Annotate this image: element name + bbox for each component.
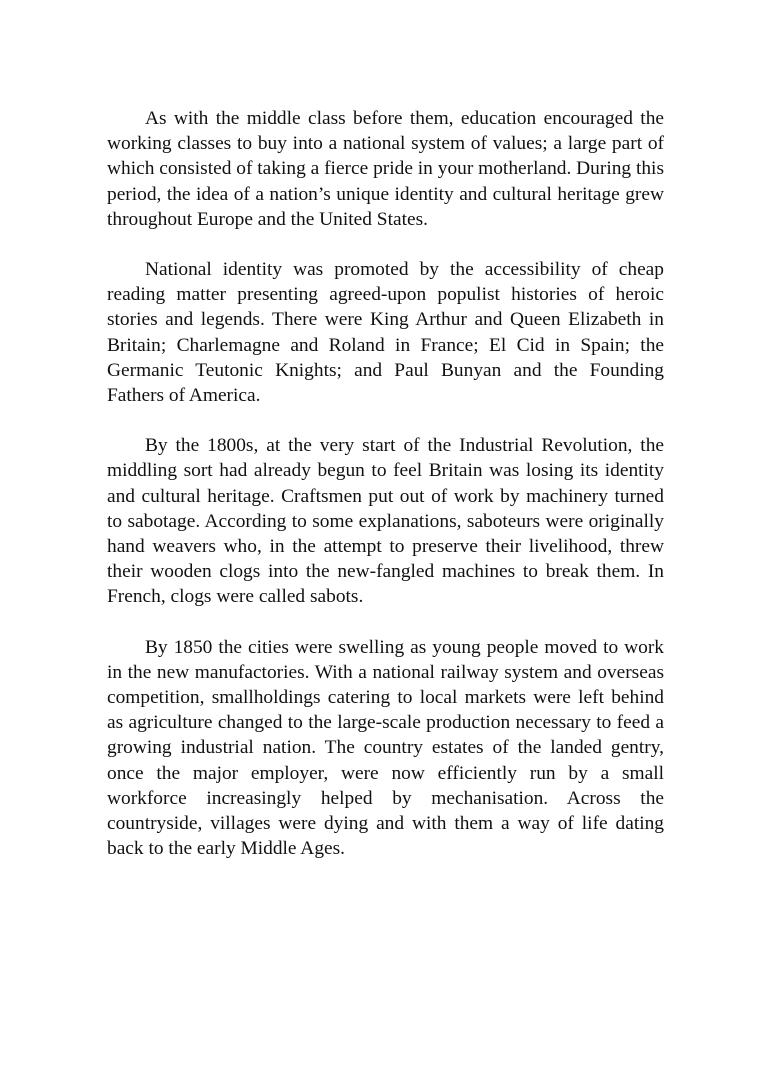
document-page [107,106,664,886]
paragraph-industrial-revolution: By the 1800s, at the very start of the Industrial Revolution, the middling sort had already begun to feel Britain was losing its identity and cultural heritage. Craftsmen put out of work by machinery turned to sabotage. According to some explanations, saboteurs were originally hand weavers who, in the attempt to preserve their livelihood, threw their wooden clogs into the new-fangled machines to break them. In French, clogs were called sabots. [107,435,664,608]
paragraph-education-values: As with the middle class before them, education encouraged the working classes to buy into a national system of values; a large part of which consisted of taking a fierce pride in your motherland. During this period, the idea of a nation’s unique identity and cultural heritage grew throughout Europe and the United States. [107,108,664,230]
paragraph-cities-1850: By 1850 the cities were swelling as young people moved to work in the new manufactories. With a national railway system and overseas competition, smallholdings catering to local markets were left behind as agriculture changed to the large-scale production necessary to feed a growing industrial nation. The country estates of the landed gentry, once the major employer, were now efficiently run by a small workforce increasingly helped by mechanisation. Across the countryside, villages were dying and with them a way of life dating back to the early Middle Ages. [107,636,664,860]
paragraph-national-identity: National identity was promoted by the accessibility of cheap reading matter presenting agreed-upon populist histories of heroic stories and legends. There were King Arthur and Queen Elizabeth in Britain; Charlemagne and Roland in France; El Cid in Spain; the Germanic Teutonic Knights; and Paul Bunyan and the Founding Fathers of America. [107,259,664,407]
